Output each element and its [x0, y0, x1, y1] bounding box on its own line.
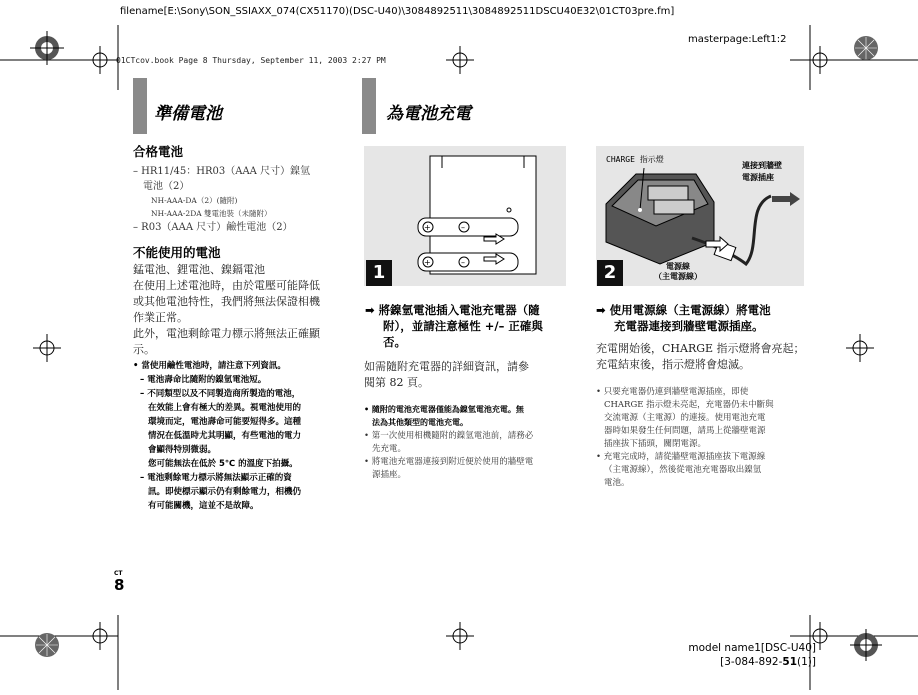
step2-illustration: [596, 146, 804, 286]
svg-text:–: –: [461, 223, 465, 232]
step1-text: 如需隨附充電器的詳細資訊，請參 閱第 82 頁。: [364, 360, 529, 389]
step1-title: ➡ 將鎳氫電池插入電池充電器（隨 附），並請注意極性 +/– 正確與 否。: [365, 303, 543, 349]
battery-list: – HR11/45：HR03（AAA 尺寸）鎳氫 電池（2） NH-AAA-DA（2）(隨附) NH-AAA-2DA 雙電池裝（未隨附） – R03（AAA 尺寸）鹼性電池（2）: [133, 166, 311, 233]
filename-header: filename[E:\Sony\SON_SSIAXX_074(CX51170)(DSC-U40)\3084892511\3084892511DSCU40E32\01CT03pre.fm]: [120, 6, 675, 17]
model-footer: model name1[DSC-U40] [3-084-892-51(1)]: [688, 642, 816, 668]
right-title-bar: [362, 78, 376, 134]
step1-bold-note: • 隨附的電池充電器僅能為鎳氫電池充電。無 法為其他類型的電池充電。: [364, 405, 524, 427]
right-section-title: 為電池充電: [386, 104, 471, 124]
step2-text: 充電開始後，CHARGE 指示燈將會亮起； 充電結束後，指示燈將會熄滅。: [596, 342, 805, 371]
charge-indicator-label: CHARGE 指示燈: [606, 155, 664, 164]
unusable-heading: 不能使用的電池: [133, 245, 221, 260]
left-title-bar: [133, 78, 147, 134]
left-section-title: 準備電池: [154, 104, 222, 124]
power-cord-label: 電源線 （主電源線）: [654, 262, 702, 281]
charger-with-batteries-drawing: [364, 146, 566, 286]
page-number: 8: [114, 576, 125, 594]
step1-number: 1: [366, 260, 392, 286]
svg-text:+: +: [424, 258, 431, 267]
step2-title: ➡ 使用電源線（主電源線）將電池 充電器連接到牆壁電源插座。: [596, 303, 771, 333]
step2-number: 2: [597, 260, 623, 286]
svg-text:+: +: [424, 223, 431, 232]
batteries-heading: 合格電池: [133, 144, 184, 159]
svg-text:–: –: [461, 258, 465, 267]
alkaline-notes: • 當使用鹼性電池時，請注意下列資訊。 – 電池壽命比隨附的鎳氫電池短。 – 不同類型以及不同製造商所製造的電池， 在效能上會有極大的差異。視電池使用的 環境而定，電池壽命可能要短得多。這種 情況在低溫時尤其明顯，有些電池的電力 會顯得特別微弱。 您可能無法在低於 5℃ 的溫度下拍攝。 – 電池剩餘電力標示將無法顯示正確的資 訊。即使標示顯示仍有剩餘電力，相機仍 有可能關機，這並不是故障。: [133, 361, 302, 511]
step1-illustration: [364, 146, 566, 286]
masterpage-label: masterpage:Left1:2: [688, 34, 787, 45]
page-lang-code: CT: [114, 570, 123, 577]
step2-notes: • 只要充電器仍連到牆壁電源插座，即使 CHARGE 指示燈未亮起，充電器仍未中斷與 交流電源（主電源）的連接。使用電池充電 器時如果發生任何問題，請馬上從牆壁電源 插座拔下插頭，關閉電源。 • 充電完成時，請從牆壁電源插座拔下電源線 （主電源線），然後從電池充電器取出鎳氫 電池。: [596, 387, 774, 488]
unusable-text: 錳電池、鋰電池、鎳鎘電池 在使用上述電池時，由於電壓可能降低 或其他電池特性，我們將無法保證相機 作業正常。 此外，電池剩餘電力標示將無法正確顯 示。: [133, 263, 320, 356]
wall-outlet-label: 連接到牆壁 電源插座: [742, 161, 782, 182]
book-info-line: 01CTcov.book Page 8 Thursday, September 11, 2003 2:27 PM: [116, 56, 386, 65]
step1-notes: • 第一次使用相機隨附的鎳氫電池前，請務必 先充電。 • 將電池充電器連接到附近便於使用的牆壁電 源插座。: [364, 431, 534, 480]
